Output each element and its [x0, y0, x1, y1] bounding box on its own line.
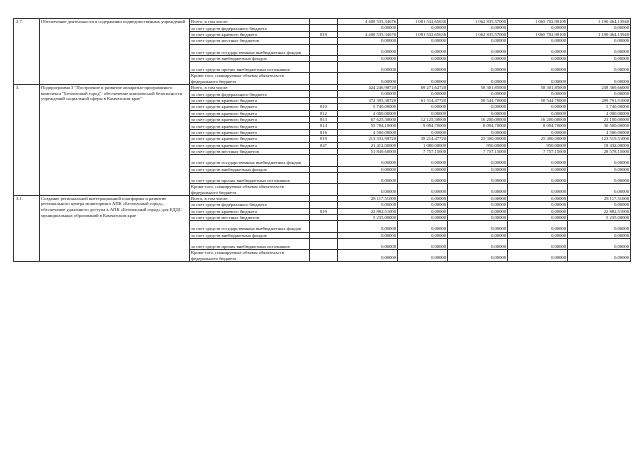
- amount-year: 0,00000: [398, 55, 448, 61]
- amount-total: 67 625,30000: [338, 117, 398, 123]
- section-index: 3.: [14, 85, 40, 196]
- amount-year: 39 214,47720: [398, 136, 448, 142]
- amount-year: 0,00000: [508, 104, 568, 110]
- amount-year: 28 578,15000: [568, 149, 631, 155]
- amount-year: 0,00000: [508, 129, 568, 135]
- amount-year: 0,00000: [448, 155, 508, 166]
- funding-source: за счет средств краевого бюджета: [190, 31, 310, 37]
- amount-year: 0,00000: [568, 62, 631, 73]
- amount-total: 0,00000: [338, 202, 398, 208]
- amount-year: 0,00000: [398, 166, 448, 172]
- funding-source: за счет средств государственных внебюджетных фондов: [190, 221, 310, 232]
- amount-year: 7 757,15000: [448, 149, 508, 155]
- funding-source: за счет средств краевого бюджета: [190, 129, 310, 135]
- funding-source: за счет средств внебюджетных фондов: [190, 166, 310, 172]
- amount-year: 58 301,85000: [448, 85, 508, 91]
- amount-year: 0,00000: [508, 239, 568, 250]
- amount-year: 0,00000: [448, 104, 508, 110]
- budget-code: [310, 62, 338, 73]
- amount-year: 18 432,00000: [568, 142, 631, 148]
- amount-year: 0,00000: [508, 155, 568, 166]
- budget-code: 847: [310, 142, 338, 148]
- amount-year: 0,00000: [398, 221, 448, 232]
- amount-year: 0,00000: [398, 38, 448, 44]
- funding-source: Кроме того, планируемые объемы обязательств федерального бюджета: [190, 250, 310, 262]
- amount-year: 0,00000: [448, 232, 508, 238]
- funding-source: Всего, в том числе:: [190, 85, 310, 91]
- amount-year: 950,00000: [508, 142, 568, 148]
- amount-year: 0,00000: [508, 38, 568, 44]
- amount-year: 5 740,00000: [568, 104, 631, 110]
- amount-year: 0,00000: [398, 232, 448, 238]
- amount-year: 0,00000: [508, 221, 568, 232]
- amount-total: 424 246,98720: [338, 85, 398, 91]
- amount-year: 25 300,00000: [508, 136, 568, 142]
- amount-year: 0,00000: [448, 110, 508, 116]
- amount-year: 0,00000: [508, 73, 568, 85]
- funding-source: за счет средств федерального бюджета: [190, 91, 310, 97]
- funding-source: Всего, в том числе:: [190, 19, 310, 25]
- funding-source: за счет средств внебюджетных фондов: [190, 232, 310, 238]
- amount-year: 0,00000: [508, 232, 568, 238]
- amount-total: 4 400 535,34676: [338, 19, 398, 25]
- amount-year: 0,00000: [568, 250, 631, 262]
- amount-year: 0,00000: [398, 44, 448, 55]
- amount-year: 4 500,00000: [568, 129, 631, 135]
- amount-year: 50 544,70000: [508, 97, 568, 103]
- amount-year: 0,00000: [398, 202, 448, 208]
- amount-year: 0,00000: [398, 239, 448, 250]
- amount-year: 0,00000: [398, 195, 448, 201]
- amount-year: 0,00000: [508, 195, 568, 201]
- budget-code: 819: [310, 136, 338, 142]
- amount-year: 0,00000: [398, 155, 448, 166]
- funding-source: за счет средств местных бюджетов: [190, 149, 310, 155]
- amount-total: 0,00000: [338, 239, 398, 250]
- budget-code: [310, 184, 338, 196]
- amount-year: 0,00000: [568, 202, 631, 208]
- amount-year: 1 081 532,65636: [398, 19, 448, 25]
- amount-year: 0,00000: [398, 91, 448, 97]
- budget-code: [310, 44, 338, 55]
- amount-total: 372 395,38720: [338, 97, 398, 103]
- amount-year: 0,00000: [508, 215, 568, 221]
- amount-total: 0,00000: [338, 38, 398, 44]
- section-index: 2.7.: [14, 19, 40, 85]
- budget-table: [13, 18, 631, 262]
- amount-year: 0,00000: [398, 73, 448, 85]
- amount-year: 22 882,51000: [568, 208, 631, 214]
- funding-source: за счет средств краевого бюджета: [190, 123, 310, 129]
- amount-year: 0,00000: [508, 55, 568, 61]
- amount-total: 0,00000: [338, 55, 398, 61]
- amount-total: 55 784,10000: [338, 123, 398, 129]
- amount-year: 0,00000: [508, 250, 568, 262]
- amount-year: 0,00000: [448, 55, 508, 61]
- amount-year: 0,00000: [448, 91, 508, 97]
- amount-year: 950,00000: [448, 142, 508, 148]
- funding-source: за счет средств краевого бюджета: [190, 104, 310, 110]
- amount-year: 0,00000: [398, 215, 448, 221]
- amount-total: 0,00000: [338, 232, 398, 238]
- amount-year: 0,00000: [568, 232, 631, 238]
- budget-code: [310, 155, 338, 166]
- amount-year: 8 094,70000: [448, 123, 508, 129]
- amount-year: 0,00000: [568, 166, 631, 172]
- amount-year: 0,00000: [508, 184, 568, 196]
- funding-source: за счет средств государственных внебюджетных фондов: [190, 44, 310, 55]
- amount-year: 1 190 464,13940: [568, 19, 631, 25]
- budget-code: [310, 173, 338, 184]
- amount-year: 0,00000: [398, 184, 448, 196]
- amount-year: 0,00000: [398, 208, 448, 214]
- budget-table-body: [14, 19, 631, 262]
- amount-year: 0,00000: [568, 155, 631, 166]
- amount-year: 0,00000: [508, 110, 568, 116]
- amount-total: 0,00000: [338, 25, 398, 31]
- amount-year: 8 094,70000: [508, 123, 568, 129]
- amount-year: 69 271,62720: [398, 85, 448, 91]
- amount-year: 0,00000: [448, 250, 508, 262]
- funding-source: за счет средств местных бюджетов: [190, 215, 310, 221]
- amount-year: 0,00000: [508, 44, 568, 55]
- budget-code: [310, 250, 338, 262]
- amount-year: 0,00000: [448, 38, 508, 44]
- amount-year: 1 080,00000: [398, 142, 448, 148]
- funding-source: за счет средств федерального бюджета: [190, 25, 310, 31]
- funding-source: за счет средств краевого бюджета: [190, 208, 310, 214]
- amount-year: 9 094,70000: [398, 123, 448, 129]
- amount-year: 0,00000: [448, 166, 508, 172]
- amount-year: 0,00000: [508, 62, 568, 73]
- amount-year: 1 081 532,65636: [398, 31, 448, 37]
- amount-year: 12 125,30000: [398, 117, 448, 123]
- budget-code: [310, 221, 338, 232]
- amount-year: 0,00000: [568, 73, 631, 85]
- amount-year: 0,00000: [568, 25, 631, 31]
- section-description: Создание региональной интеграционной платформы и развитие регионального центра мониторинга АПК «Безопасный город», обеспечение удаленного доступа к АПК «Безопасный город» для ЕДДС муниципальных образований в Камчатском крае: [40, 195, 190, 261]
- funding-source: за счет средств краевого бюджета: [190, 110, 310, 116]
- amount-year: 28 117,51000: [568, 195, 631, 201]
- amount-year: 0,00000: [448, 62, 508, 73]
- amount-year: 0,00000: [508, 91, 568, 97]
- amount-total: 213 333,98720: [338, 136, 398, 142]
- amount-year: 0,00000: [448, 221, 508, 232]
- amount-total: 5 235,00000: [338, 215, 398, 221]
- amount-year: 0,00000: [448, 239, 508, 250]
- amount-total: 4 000,00000: [338, 110, 398, 116]
- amount-year: 0,00000: [568, 44, 631, 55]
- funding-source: за счет средств внебюджетных фондов: [190, 55, 310, 61]
- amount-total: 51 849,60000: [338, 149, 398, 155]
- amount-year: 0,00000: [568, 91, 631, 97]
- amount-total: 0,00000: [338, 250, 398, 262]
- funding-source: за счет средств прочих внебюджетных источников: [190, 62, 310, 73]
- amount-year: 0,00000: [398, 129, 448, 135]
- amount-year: 0,00000: [448, 208, 508, 214]
- budget-code: 813: [310, 117, 338, 123]
- amount-year: 0,00000: [448, 202, 508, 208]
- amount-year: 4 000,00000: [568, 110, 631, 116]
- amount-year: 0,00000: [448, 44, 508, 55]
- amount-year: 0,00000: [568, 239, 631, 250]
- amount-year: 16 200,00000: [508, 117, 568, 123]
- budget-code: [310, 73, 338, 85]
- amount-total: 28 117,51000: [338, 195, 398, 201]
- funding-source: Кроме того, планируемые объемы обязательств федерального бюджета: [190, 184, 310, 196]
- amount-year: 0,00000: [448, 73, 508, 85]
- amount-year: 61 514,47720: [398, 97, 448, 103]
- amount-year: 50 544,70000: [448, 97, 508, 103]
- amount-year: 123 519,51000: [568, 136, 631, 142]
- amount-year: 7 757,15000: [398, 149, 448, 155]
- section-description: Подпрограмма 3 "Построение и развитие аппаратно-программного комплекса "Безопасный город", обеспечение комплексной безопасности учреждений социальной сферы в Камчатском крае": [40, 85, 190, 196]
- budget-code: [310, 239, 338, 250]
- amount-year: 0,00000: [568, 55, 631, 61]
- amount-year: 16 200,00000: [448, 117, 508, 123]
- amount-year: 0,00000: [448, 173, 508, 184]
- budget-code: 816: [310, 129, 338, 135]
- amount-year: 0,00000: [398, 25, 448, 31]
- budget-code: 814: [310, 123, 338, 129]
- amount-year: 5 235,00000: [568, 215, 631, 221]
- amount-year: 0,00000: [398, 173, 448, 184]
- amount-total: 0,00000: [338, 221, 398, 232]
- section-index: 3.1.: [14, 195, 40, 261]
- amount-total: 0,00000: [338, 73, 398, 85]
- amount-year: 0,00000: [448, 25, 508, 31]
- amount-total: 0,00000: [338, 184, 398, 196]
- amount-year: 1 190 464,13940: [568, 31, 631, 37]
- amount-year: 58 301,85000: [508, 85, 568, 91]
- amount-year: 238 369,66000: [568, 85, 631, 91]
- amount-year: 0,00000: [398, 104, 448, 110]
- amount-total: 4 500,00000: [338, 129, 398, 135]
- funding-source: за счет средств краевого бюджета: [190, 97, 310, 103]
- funding-source: за счет средств краевого бюджета: [190, 142, 310, 148]
- amount-year: 7 757,15000: [508, 149, 568, 155]
- amount-year: 0,00000: [568, 221, 631, 232]
- amount-year: 0,00000: [508, 208, 568, 214]
- funding-source: за счет средств краевого бюджета: [190, 117, 310, 123]
- amount-total: 0,00000: [338, 44, 398, 55]
- amount-total: 5 740,00000: [338, 104, 398, 110]
- amount-year: 209 791,51000: [568, 97, 631, 103]
- amount-year: 1 065 702,98100: [508, 19, 568, 25]
- funding-source: Кроме того, планируемые объемы обязательств федерального бюджета: [190, 73, 310, 85]
- amount-total: 0,00000: [338, 166, 398, 172]
- amount-year: 0,00000: [508, 166, 568, 172]
- amount-total: 0,00000: [338, 155, 398, 166]
- funding-source: за счет средств государственных внебюджетных фондов: [190, 155, 310, 166]
- amount-total: 22 882,51000: [338, 208, 398, 214]
- amount-year: 1 062 835,57000: [448, 19, 508, 25]
- amount-year: 0,00000: [508, 173, 568, 184]
- funding-source: за счет средств федерального бюджета: [190, 202, 310, 208]
- amount-total: 0,00000: [338, 62, 398, 73]
- amount-year: 0,00000: [398, 250, 448, 262]
- amount-year: 0,00000: [568, 184, 631, 196]
- funding-source: Всего, в том числе:: [190, 195, 310, 201]
- amount-year: 0,00000: [508, 25, 568, 31]
- budget-code: 819: [310, 31, 338, 37]
- amount-year: 0,00000: [568, 173, 631, 184]
- funding-source: за счет средств краевого бюджета: [190, 136, 310, 142]
- amount-year: 1 065 702,98100: [508, 31, 568, 37]
- amount-year: 0,00000: [448, 129, 508, 135]
- amount-total: 4 400 535,34676: [338, 31, 398, 37]
- amount-year: 23 100,00000: [568, 117, 631, 123]
- amount-year: 0,00000: [568, 38, 631, 44]
- funding-source: за счет средств прочих внебюджетных источников: [190, 239, 310, 250]
- budget-code: 812: [310, 110, 338, 116]
- amount-year: 1 062 835,57000: [448, 31, 508, 37]
- amount-year: 0,00000: [448, 184, 508, 196]
- budget-code: 810: [310, 104, 338, 110]
- budget-code: 819: [310, 208, 338, 214]
- amount-year: 30 500,00000: [568, 123, 631, 129]
- section-description: Обеспечение деятельности в содержании подведомственных учреждений: [40, 19, 190, 85]
- amount-year: 0,00000: [398, 62, 448, 73]
- funding-source: за счет средств прочих внебюджетных источников: [190, 173, 310, 184]
- amount-year: 25 300,00000: [448, 136, 508, 142]
- funding-source: за счет средств местных бюджетов: [190, 38, 310, 44]
- amount-year: 0,00000: [508, 202, 568, 208]
- amount-total: 0,00000: [338, 173, 398, 184]
- amount-total: 0,00000: [338, 91, 398, 97]
- amount-year: 0,00000: [448, 195, 508, 201]
- amount-year: 0,00000: [398, 110, 448, 116]
- amount-year: 0,00000: [448, 215, 508, 221]
- amount-total: 21 412,00000: [338, 142, 398, 148]
